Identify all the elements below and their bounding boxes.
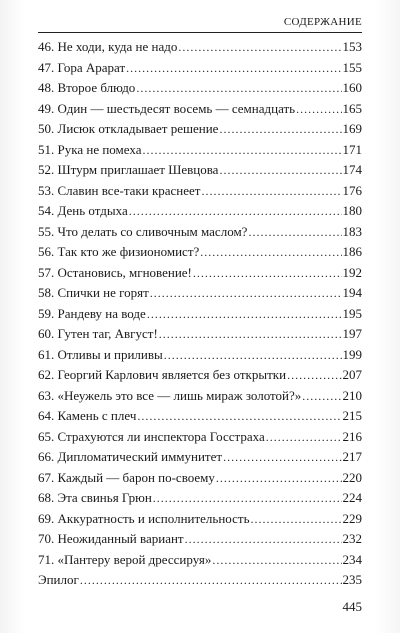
toc-entry [38,488,362,509]
toc-entry-title: 65. Страхуются ли инспектора Госстраха [38,428,265,444]
toc-leader-dots [153,488,342,509]
toc-leader-dots [164,345,342,366]
toc-entry [38,529,362,550]
toc-leader-dots [193,263,342,284]
toc-entry-page: 194 [342,285,362,300]
toc-entry-page: 171 [342,141,362,157]
toc-entry [38,345,362,366]
toc-leader-dots [136,78,341,99]
toc-entry [38,140,362,161]
toc-entry [38,386,362,407]
toc-entry [38,201,362,222]
toc-entry-title: 58. Спички не горят [38,285,149,300]
toc-entry-page: 216 [342,428,362,444]
toc-leader-dots [266,427,342,448]
toc-leader-dots [185,529,342,550]
toc-entry-page: 232 [342,531,362,546]
toc-entry [38,406,362,427]
toc-entry-title: 59. Рандеву на воде [38,305,146,321]
toc-entry-page: 197 [342,326,362,341]
toc-entry-title: 69. Аккуратность и исполнительность [38,510,250,526]
toc-leader-dots [80,570,342,591]
toc-entry [38,263,362,284]
toc-leader-dots [142,140,341,161]
toc-entry [38,570,362,591]
toc-entry [38,37,362,58]
toc-entry [38,242,362,263]
toc-entry [38,99,362,120]
toc-entry [38,58,362,79]
toc-entry-page: 192 [342,264,362,280]
toc-entry-title: 64. Камень с плеч [38,408,137,423]
toc-entry-title: 67. Каждый — барон по-своему [38,469,215,485]
toc-leader-dots [251,509,342,530]
toc-leader-dots [212,550,341,571]
toc-entry [38,509,362,530]
toc-entry [38,427,362,448]
toc-leader-dots [219,119,341,140]
toc-leader-dots [178,37,341,58]
toc-entry [38,283,362,304]
toc-leader-dots [287,365,341,386]
toc-entry-page: 169 [342,121,362,136]
toc-entry-title: 70. Неожиданный вариант [38,531,184,546]
toc-entry-page: 160 [342,80,362,95]
toc-entry-page: 174 [342,162,362,177]
toc-entry-title: 66. Дипломатический иммунитет [38,449,223,464]
toc-entry [38,365,362,386]
toc-leader-dots [137,406,341,427]
toc-entry-page: 234 [342,551,362,567]
toc-entry-title: 46. Не ходи, куда не надо [38,39,178,54]
toc-entry-page: 183 [342,223,362,239]
toc-entry-title: 61. Отливы и приливы [38,346,163,362]
toc-entry-title: 60. Гутен таг, Август! [38,326,158,341]
toc-entry-title: 50. Лисюк откладывает решение [38,121,219,136]
toc-entry [38,160,362,181]
toc-entry-page: 155 [342,59,362,75]
toc-entry-title: 57. Остановись, мгновение! [38,264,192,280]
toc-entry-page: 199 [342,346,362,362]
toc-entry-page: 207 [342,367,362,382]
toc-entry-page: 235 [342,572,362,587]
toc-leader-dots [126,58,341,79]
toc-entry-title: 55. Что делать со сливочным маслом? [38,223,248,239]
toc-entry-page: 229 [342,510,362,526]
toc-entry-page: 210 [342,387,362,403]
toc-leader-dots [219,160,341,181]
toc-leader-dots [200,242,341,263]
toc-leader-dots [248,222,341,243]
toc-entry-page: 153 [342,39,362,54]
toc-entry-title: 63. «Неужель это все — лишь мираж золотой?» [38,387,302,403]
toc-entry-title: 54. День отдыха [38,203,128,218]
toc-entry-title: 52. Штурм приглашает Шевцова [38,162,219,177]
toc-entry-page: 165 [342,100,362,116]
toc-entry-title: 49. Один — шестьдесят восемь — семнадцать [38,100,296,116]
toc-leader-dots [129,201,342,222]
table-of-contents [38,37,362,591]
toc-entry [38,304,362,325]
toc-leader-dots [216,468,342,489]
toc-leader-dots [302,386,341,407]
toc-entry-page: 186 [342,244,362,259]
toc-entry [38,468,362,489]
toc-entry-page: 176 [342,182,362,198]
running-header: СОДЕРЖАНИЕ [283,16,362,28]
toc-entry-title: 51. Рука не помеха [38,141,142,157]
toc-leader-dots [147,304,342,325]
toc-entry-page: 180 [342,203,362,218]
toc-entry-page: 224 [342,490,362,505]
toc-entry [38,119,362,140]
toc-entry [38,550,362,571]
toc-entry-title: 48. Второе блюдо [38,80,136,95]
toc-leader-dots [150,283,342,304]
toc-leader-dots [296,99,341,120]
toc-entry-title: 68. Эта свинья Грюн [38,490,152,505]
toc-entry-page: 220 [342,469,362,485]
toc-entry-title: 53. Славин все-таки краснеет [38,182,201,198]
toc-entry [38,78,362,99]
toc-entry-page: 217 [342,449,362,464]
toc-leader-dots [223,447,341,468]
toc-entry [38,222,362,243]
toc-entry [38,324,362,345]
header-rule [38,32,362,33]
toc-leader-dots [159,324,342,345]
page-number: 445 [342,599,362,614]
toc-entry [38,447,362,468]
toc-entry-title: Эпилог [38,572,79,587]
toc-entry-page: 195 [342,305,362,321]
toc-entry-page: 215 [342,408,362,423]
toc-entry [38,181,362,202]
toc-leader-dots [202,181,342,202]
toc-entry-title: 71. «Пантеру верой дрессируя» [38,551,212,567]
toc-entry-title: 62. Георгий Карлович является без открытки [38,367,287,382]
toc-entry-title: 47. Гора Арарат [38,59,126,75]
toc-entry-title: 56. Так кто же физиономист? [38,244,200,259]
